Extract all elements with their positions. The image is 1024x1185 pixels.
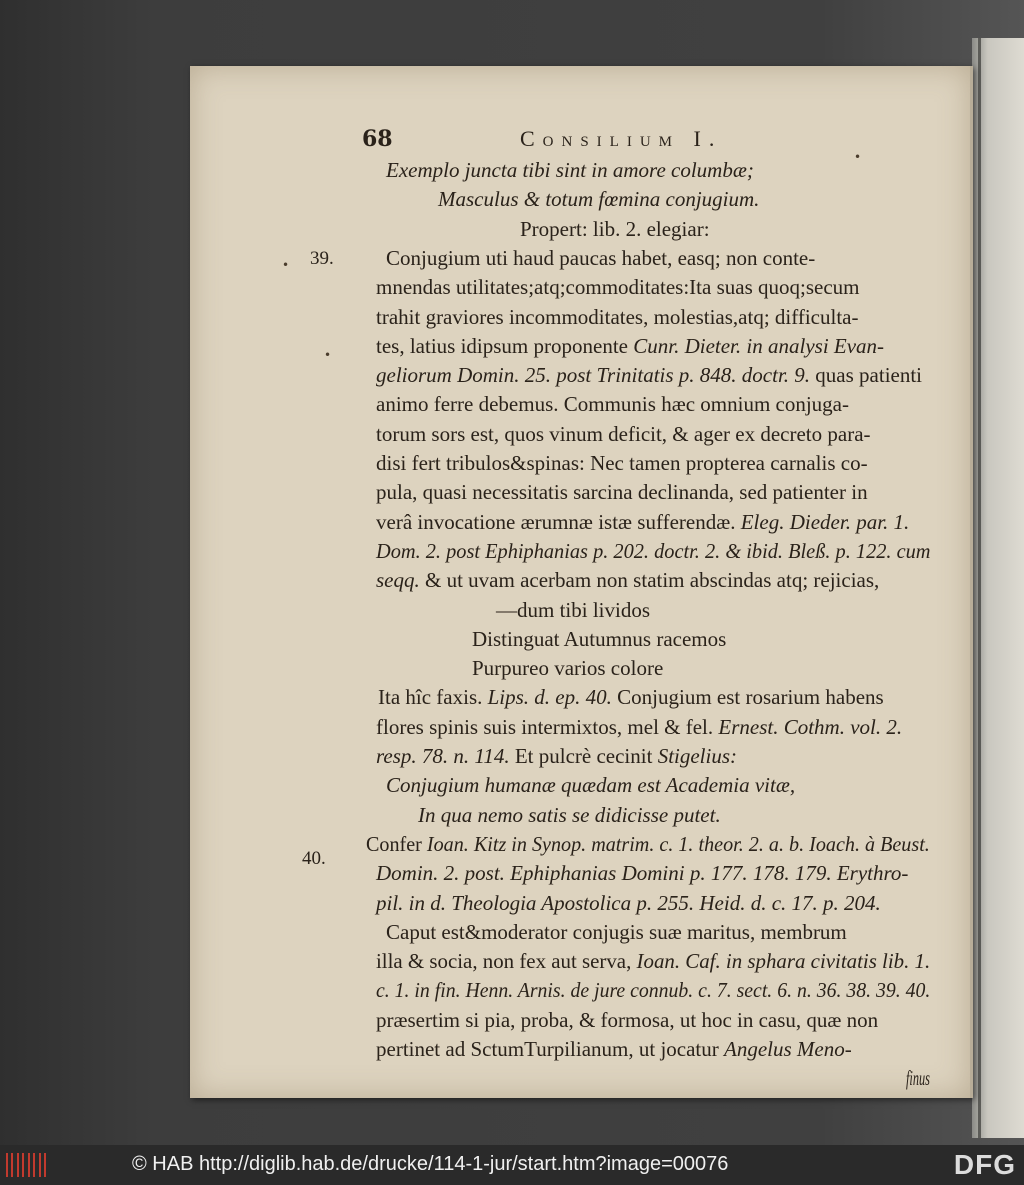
ink-spot-mark: • [854, 150, 862, 164]
text-line [366, 832, 930, 857]
adjacent-page-edge [972, 38, 1024, 1138]
body-text: Et pulcrè cecinit [509, 744, 658, 768]
body-text: torum sors est, quos vinum deficit, & ager ex decreto para- [376, 421, 871, 446]
body-text: animo ferre debemus. Communis hæc omnium conjuga- [376, 392, 849, 417]
margin-number-39: 39. [310, 248, 334, 269]
text-line [472, 627, 726, 652]
page-header [190, 126, 970, 156]
body-text: pertinet ad SctumTurpilianum, ut jocatur [376, 1037, 725, 1061]
text-line [376, 334, 884, 359]
citation-text: Ioan. Caf. in sphara civitatis lib. 1. [636, 949, 931, 974]
citation-text: Ernest. Cothm. vol. 2. [718, 714, 903, 739]
copyright-link[interactable]: © HAB http://diglib.hab.de/drucke/114-1-jur/start.htm?image=00076 [132, 1153, 729, 1175]
text-line [378, 685, 884, 710]
library-logo-icon [6, 1151, 46, 1179]
text-line [376, 891, 881, 916]
citation-text: In qua nemo satis se didicisse putet. [418, 802, 721, 827]
text-line [376, 715, 902, 740]
body-text: Propert: lib. 2. elegiar: [520, 216, 710, 241]
margin-dot-mark: • [282, 258, 290, 272]
text-line [520, 217, 710, 242]
citation-text: resp. 78. n. 114. [376, 744, 510, 768]
margin-dot-mark: • [324, 348, 332, 362]
body-text: verâ invocatione ærumnæ istæ sufferendæ. [376, 509, 741, 534]
dfg-logo: DFG [953, 1149, 1016, 1180]
body-text: —dum tibi lividos [496, 597, 651, 622]
citation-text: seqq. [376, 568, 420, 593]
text-line [376, 451, 868, 476]
margin-number-40: 40. [302, 848, 326, 869]
text-line [418, 803, 721, 828]
body-text: illa & socia, non fex aut serva, [376, 949, 637, 974]
body-text: & ut uvam acerbam non statim abscindas atq; rejicias, [419, 568, 880, 593]
text-line [376, 275, 859, 300]
body-text: disi fert tribulos&spinas: Nec tamen propterea carnalis co- [376, 451, 868, 475]
citation-text: c. 1. in fin. Henn. Arnis. de jure connub. c. 7. sect. 6. n. 36. 38. 39. 40. [376, 978, 931, 1003]
text-line [376, 744, 737, 769]
body-text: Purpureo varios colore [472, 656, 664, 681]
body-text: tes, latius idipsum proponente [376, 333, 634, 358]
text-line [386, 773, 795, 798]
footer-bar [0, 1145, 1024, 1185]
body-text: flores spinis suis intermixtos, mel & fel. [376, 714, 719, 739]
body-text: pula, quasi necessitatis sarcina declinanda, sed patienter in [376, 480, 868, 505]
text-line [496, 598, 650, 623]
citation-text: geliorum Domin. 25. post Trinitatis p. 848. doctr. 9. [376, 363, 811, 388]
page-number: 68 [362, 126, 393, 152]
text-line [376, 392, 849, 417]
body-text: Distinguat Autumnus racemos [472, 626, 727, 651]
text-line [376, 305, 859, 330]
citation-text: Stigelius: [657, 744, 738, 768]
text-line [438, 187, 759, 212]
citation-text: Eleg. Dieder. par. 1. [740, 509, 910, 534]
citation-text: Exemplo juncta tibi sint in amore columbæ; [386, 158, 754, 182]
text-line [376, 978, 930, 1003]
text-line [376, 363, 922, 388]
body-text: Conjugium uti haud paucas habet, easq; non conte- [386, 245, 816, 270]
citation-text: Conjugium humanæ quædam est Academia vitæ, [386, 773, 796, 798]
citation-text: Dom. 2. post Ephiphanias p. 202. doctr. 2. & ibid. Bleß. p. 122. cum [376, 538, 931, 563]
body-text: præsertim si pia, proba, & formosa, ut hoc in casu, quæ non [376, 1007, 879, 1032]
text-line [386, 158, 754, 183]
book-page [190, 66, 973, 1098]
body-text: quas patienti [810, 363, 923, 388]
citation-text: Domin. 2. post. Ephiphanias Domini p. 177. 178. 179. Erythro- [376, 861, 909, 886]
text-line [376, 949, 930, 974]
body-text: Caput est&moderator conjugis suæ maritus, membrum [386, 919, 847, 944]
citation-text: Masculus & totum fœmina conjugium. [438, 187, 760, 212]
text-line [472, 656, 663, 681]
citation-text: Ioan. Kitz in Synop. matrim. c. 1. theor. 2. a. b. Ioach. à Beust. [426, 831, 930, 856]
body-text: Confer [366, 831, 427, 856]
citation-text: Lips. d. ep. 40. [487, 685, 612, 710]
text-line [376, 1008, 878, 1033]
running-head: Consilium I. [520, 126, 723, 151]
citation-text: Angelus Meno- [724, 1037, 852, 1061]
text-line [376, 1037, 852, 1062]
citation-text: finus [906, 1066, 930, 1091]
text-line [386, 920, 847, 945]
text-line [376, 568, 879, 593]
body-text: Conjugium est rosarium habens [611, 685, 884, 710]
text-line [376, 422, 871, 447]
citation-text: Cunr. Dieter. in analysi Evan- [633, 333, 885, 358]
page-gutter [978, 38, 981, 1138]
text-line [376, 480, 868, 505]
text-line [376, 539, 930, 564]
text-line [376, 861, 908, 886]
text-line [386, 246, 815, 271]
body-text: Ita hîc faxis. [378, 685, 488, 710]
citation-text: pil. in d. Theologia Apostolica p. 255. Heid. d. c. 17. p. 204. [376, 890, 881, 915]
body-text: trahit graviores incommoditates, molestias,atq; difficulta- [376, 304, 859, 329]
text-line [376, 510, 909, 535]
text-line [906, 1066, 930, 1091]
body-text: mnendas utilitates;atq;commoditates:Ita suas quoq;secum [376, 275, 860, 300]
